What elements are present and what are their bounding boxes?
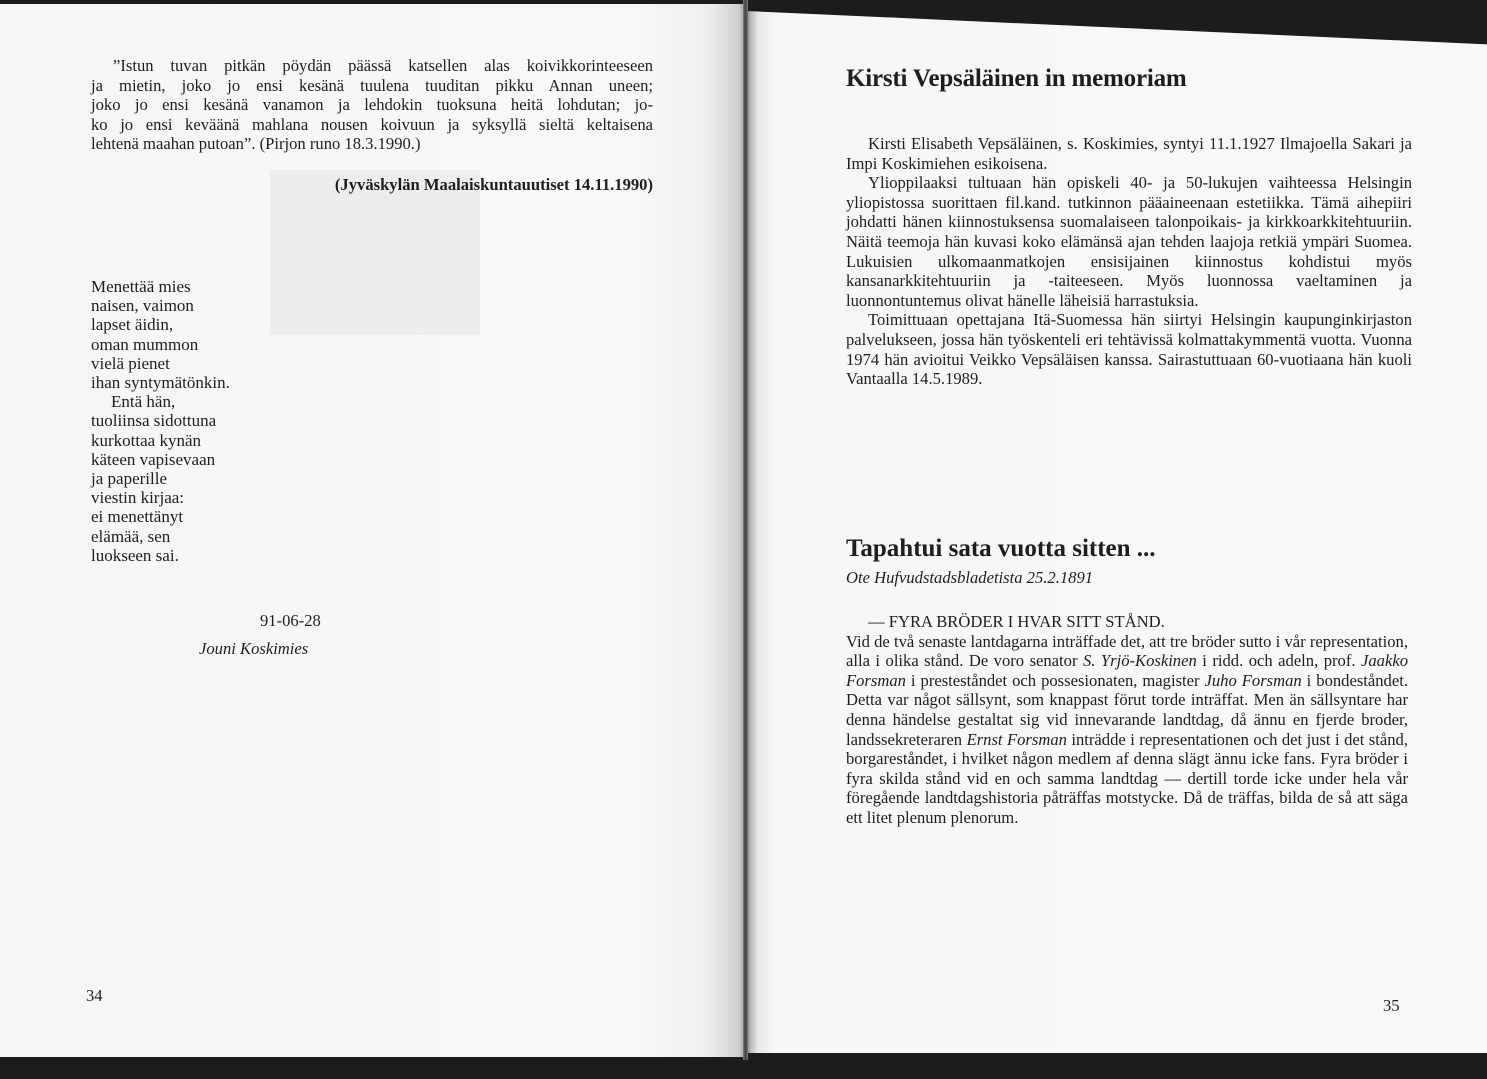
quote-line: lehtenä maahan putoan”. (Pirjon runo 18.3.1990.) — [91, 134, 421, 154]
poem-line: naisen, vaimon — [91, 296, 194, 316]
poem-line: vielä pienet — [91, 353, 170, 373]
article-paragraph: Toimittuaan opettajana Itä-Suomessa hän siirtyi Helsingin kaupunginkirjaston palvelukseen, jossa hän työskenteli eri tehtävissä kolmattakymmentä vuotta. Vuonna 1974 hän avioitui Veikko Vepsäläisen kanssa. Sairastuttuaan 60-vuotiaana hän kuoli Vantaalla 14.5.1989. — [846, 310, 1412, 389]
quote-source: (Jyväskylän Maalaiskuntauutiset 14.11.1990) — [334, 175, 653, 194]
poem-line: tuoliinsa sidottuna — [91, 411, 217, 431]
article-paragraph: Ylioppilaaksi tultuaan hän opiskeli 40- ja 50-lukujen vaihteessa Helsingin yliopistossa suorittaen fil.kand. tutkinnon pääaineenaan estetiikka. Tämä aihepiiri johdatti hänen kiinnostuksensa suomalaiseen talonpoikais- ja kirkkoarkkitehtuuriin. Näitä teemoja hän kuvasi koko elämänsä ajan tehden laajoja retkiä ympäri Suomea. Lukuisien ulkomaanmatkojen ensisijainen kiinnostus kohdistui myös kansanarkkitehtuuriin ja -taiteeseen. Myös luonnossa vaeltaminen ja luonnontuntemus olivat hänelle läheisiä harrastuksia. — [846, 173, 1412, 310]
poem-line: kurkottaa kynän — [91, 430, 201, 450]
article-subtitle-2: Ote Hufvudstadsbladetista 25.2.1891 — [846, 568, 1094, 587]
text-segment: i ridd. och adeln, prof. — [1196, 651, 1361, 671]
article-body-2 — [846, 612, 1408, 828]
poem-line: ihan syntymätönkin. — [91, 373, 230, 393]
quote-line: ja mietin, joko jo ensi kesänä tuulena tuuditan pikku Annan uneen; — [91, 75, 653, 95]
text-segment: inträdde i representationen och det just i det stånd, borgareståndet, i hvilket någon medlem af denna slägt ännu icke fans. Fyra bröder i fyra skilda stånd vid en och samma landtdag — dertill torde icke under hela vår föregående landtdagshistoria påträffas motstycke. Då de träffas, bilda de så att säga ett litet plenum plenorum. — [846, 729, 1408, 827]
quote-line: joko jo ensi kesänä vanamon ja lehdokin tuoksuna heitä lohdutan; jo- — [91, 95, 653, 115]
page-number-left: 34 — [86, 986, 103, 1005]
quote-line: ko jo ensi keväänä mahlana nousen koivuun ja syksyllä sieltä keltaisena — [91, 114, 653, 134]
article-body — [846, 134, 1412, 389]
poem-line: luokseen sai. — [91, 545, 179, 565]
poem-line: elämää, sen — [91, 526, 171, 546]
poem-line: ei menettänyt — [91, 507, 184, 527]
article-heading-line: — FYRA BRÖDER I HVAR SITT STÅND. — [868, 612, 1165, 631]
article-paragraph-2 — [846, 632, 1408, 828]
poem-author: Jouni Koskimies — [199, 639, 309, 658]
page-number-right: 35 — [1383, 996, 1400, 1015]
poem-line: ja paperille — [91, 469, 167, 489]
text-segment: i presteståndet och possesionaten, magister — [905, 670, 1205, 690]
article-title: Kirsti Vepsäläinen in memoriam — [846, 65, 1187, 92]
poem-line: lapset äidin, — [91, 315, 174, 335]
poem-line: käteen vapisevaan — [91, 449, 216, 469]
article-paragraph: Kirsti Elisabeth Vepsäläinen, s. Koskimies, syntyi 11.1.1927 Ilmajoella Sakari ja Impi Koskimiehen esikoisena. — [846, 134, 1412, 173]
poem-quote — [91, 56, 653, 154]
text-segment: i bondeståndet. Detta var något sällsynt, som knappast förut torde inträffat. Men än sällsyntare har denna händelse gestaltat sig vid innevarande landtdag, då ännu en fjerde broder, landssekreteraren — [846, 670, 1408, 749]
poem — [91, 277, 311, 565]
person-name: S. Yrjö-Koskinen — [1082, 651, 1197, 671]
person-name: Juho Forsman — [1204, 670, 1302, 690]
poem-line: viestin kirjaa: — [91, 488, 185, 508]
person-name: Ernst Forsman — [966, 729, 1067, 749]
poem-date: 91-06-28 — [260, 611, 321, 630]
text-segment: Vid de två senaste lantdagarna inträffade det, att tre bröder sutto i vår representation, alla i olika stånd. De voro senator — [846, 631, 1408, 671]
person-name: Jaakko Forsman — [846, 651, 1408, 690]
book-spine — [743, 0, 748, 1060]
poem-line: oman mummon — [91, 334, 199, 354]
poem-line: Entä hän, — [111, 392, 176, 412]
article-title-2: Tapahtui sata vuotta sitten ... — [846, 535, 1156, 562]
poem-line: Menettää mies — [91, 277, 191, 296]
quote-line: ”Istun tuvan pitkän pöydän päässä katsellen alas koivikkorinteeseen — [113, 56, 653, 75]
